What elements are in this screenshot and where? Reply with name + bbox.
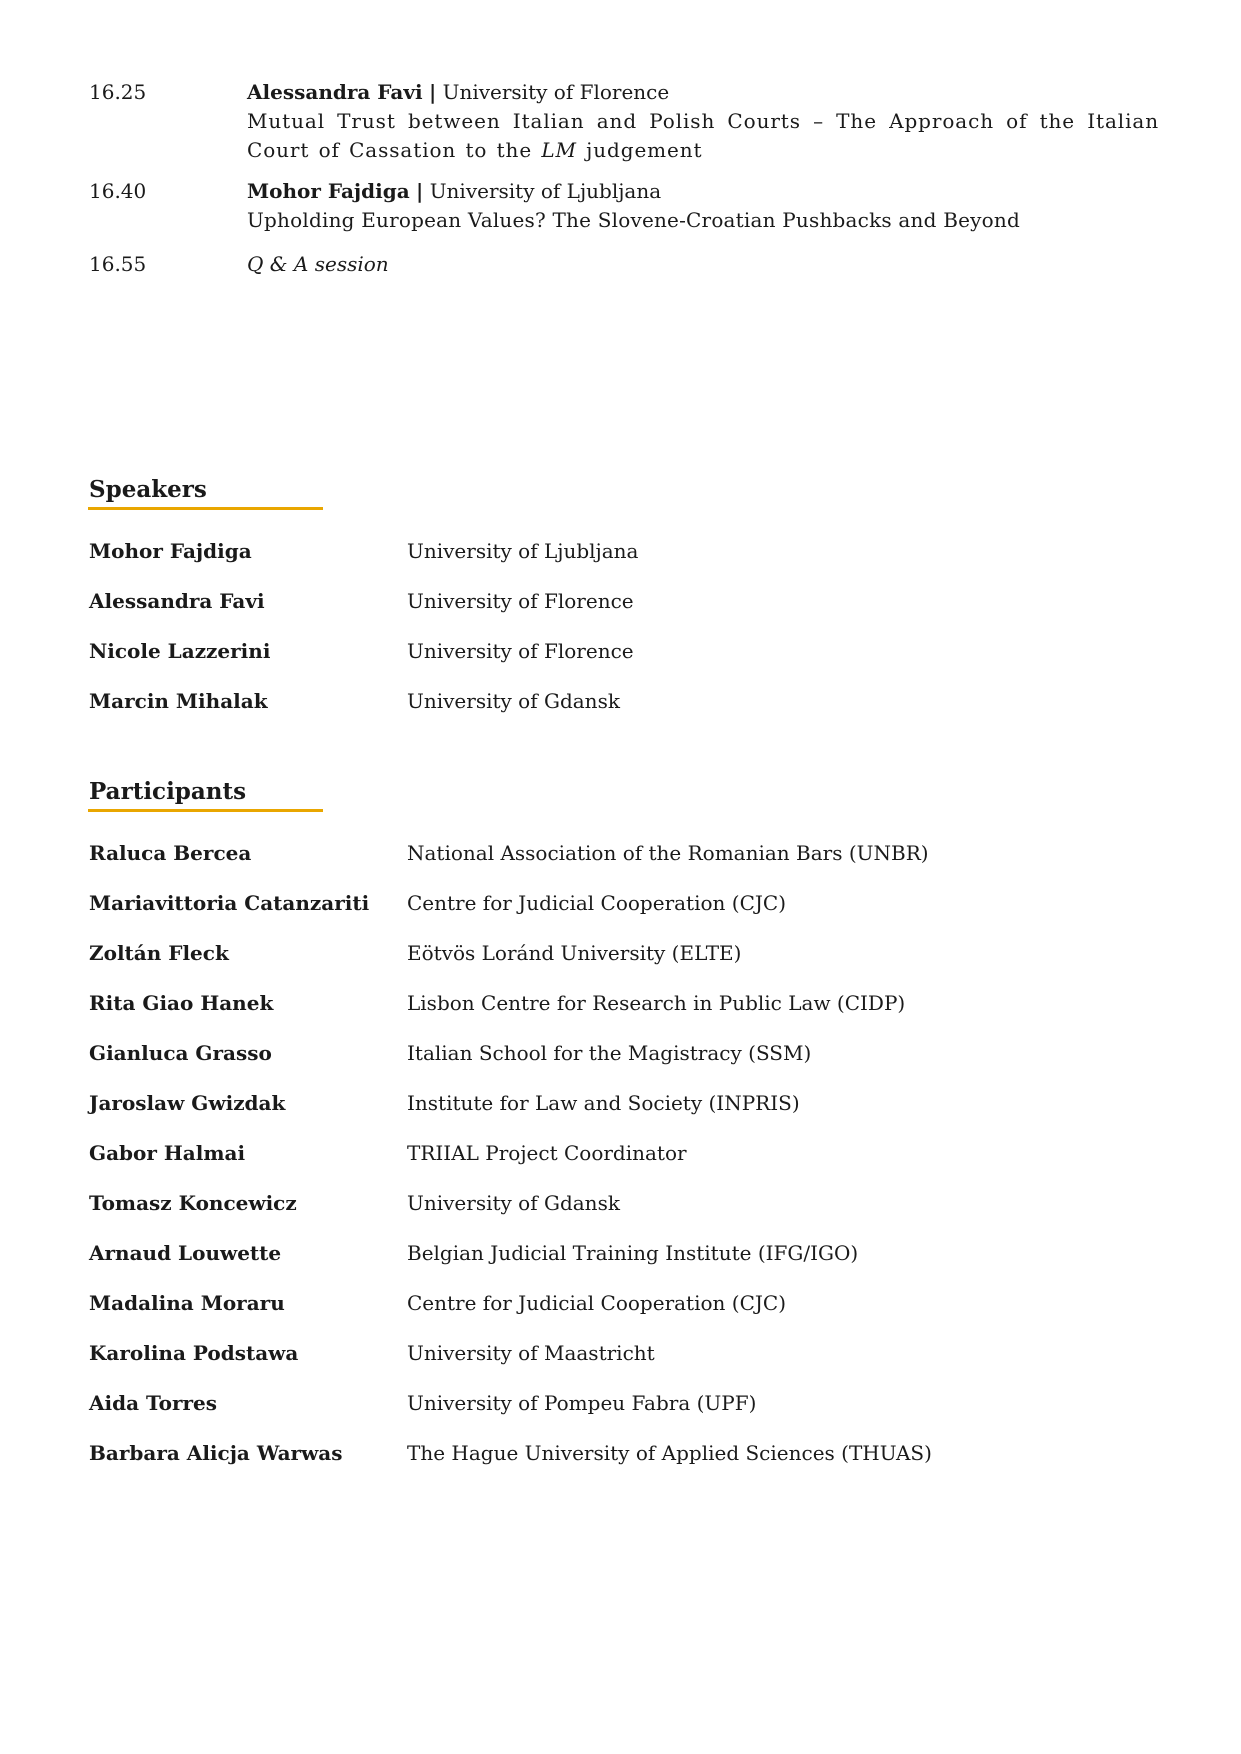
person-name: Mohor Fajdiga [89,539,252,563]
person-name: Tomasz Koncewicz [89,1191,297,1215]
participants-heading-rule [88,809,323,812]
separator: | [428,80,437,104]
schedule-speaker-line [247,78,1159,107]
list-item [89,539,1089,589]
person-affiliation: National Association of the Romanian Bars (UNBR) [407,841,929,865]
list-item [89,1191,1089,1241]
participants-list [89,841,1089,1491]
person-name: Jaroslaw Gwizdak [89,1091,286,1115]
separator: | [416,179,424,203]
participants-heading: Participants [89,778,247,805]
schedule-session: Q & A session [247,252,389,276]
person-affiliation: University of Pompeu Fabra (UPF) [407,1391,757,1415]
list-item [89,1291,1089,1341]
person-affiliation: TRIIAL Project Coordinator [407,1141,687,1165]
list-item [89,589,1089,639]
list-item [89,941,1089,991]
person-name: Mariavittoria Catanzariti [89,891,370,915]
person-affiliation: Belgian Judicial Training Institute (IFG/IGO) [407,1241,859,1265]
list-item [89,1041,1089,1091]
list-item [89,1341,1089,1391]
person-affiliation: University of Florence [407,589,634,613]
list-item [89,1091,1089,1141]
person-affiliation: University of Maastricht [407,1341,655,1365]
schedule-body [247,78,1159,165]
list-item [89,689,1089,739]
talk-title-text-end: judgement [586,138,703,162]
schedule-affiliation: University of Ljubljana [429,179,662,203]
schedule-time: 16.55 [89,252,147,276]
person-name: Marcin Mihalak [89,689,268,713]
list-item [89,639,1089,689]
person-name: Aida Torres [89,1391,218,1415]
list-item [89,1141,1089,1191]
person-name: Nicole Lazzerini [89,639,271,663]
schedule-speaker: Alessandra Favi [247,80,423,104]
schedule-time: 16.40 [89,179,147,203]
person-affiliation: Centre for Judicial Cooperation (CJC) [407,891,786,915]
list-item [89,1241,1089,1291]
schedule-body [247,250,1159,279]
person-affiliation: Italian School for the Magistracy (SSM) [407,1041,812,1065]
person-affiliation: Centre for Judicial Cooperation (CJC) [407,1291,786,1315]
person-name: Karolina Podstawa [89,1341,299,1365]
person-affiliation: The Hague University of Applied Sciences (THUAS) [407,1441,932,1465]
speakers-heading-rule [88,507,323,510]
person-affiliation: University of Gdansk [407,1191,620,1215]
list-item [89,841,1089,891]
person-name: Madalina Moraru [89,1291,285,1315]
person-name: Raluca Bercea [89,841,252,865]
person-name: Gianluca Grasso [89,1041,272,1065]
person-affiliation: Eötvös Loránd University (ELTE) [407,941,742,965]
speakers-list [89,539,1089,739]
person-affiliation: Lisbon Centre for Research in Public Law (CIDP) [407,991,906,1015]
person-name: Rita Giao Hanek [89,991,274,1015]
list-item [89,891,1089,941]
schedule-talk-title: Upholding European Values? The Slovene-Croatian Pushbacks and Beyond [247,208,1020,232]
person-name: Zoltán Fleck [89,941,229,965]
schedule-time: 16.25 [89,80,147,104]
schedule-body [247,177,1159,235]
list-item [89,1441,1089,1491]
schedule-talk-title [247,107,1159,165]
person-name: Barbara Alicja Warwas [89,1441,343,1465]
person-name: Arnaud Louwette [89,1241,282,1265]
person-name: Gabor Halmai [89,1141,246,1165]
list-item [89,991,1089,1041]
person-affiliation: University of Gdansk [407,689,620,713]
list-item [89,1391,1089,1441]
talk-title-text: Mutual Trust between Italian and Polish Courts – The Approach of the Italian Court of Cassation to the [247,109,1159,162]
schedule-affiliation: University of Florence [442,80,670,104]
person-name: Alessandra Favi [89,589,265,613]
person-affiliation: University of Florence [407,639,634,663]
schedule-speaker-line [247,177,1159,206]
person-affiliation: Institute for Law and Society (INPRIS) [407,1091,800,1115]
talk-title-emphasis: LM [541,138,577,162]
speakers-heading: Speakers [89,476,207,503]
schedule-speaker: Mohor Fajdiga [247,179,410,203]
person-affiliation: University of Ljubljana [407,539,639,563]
